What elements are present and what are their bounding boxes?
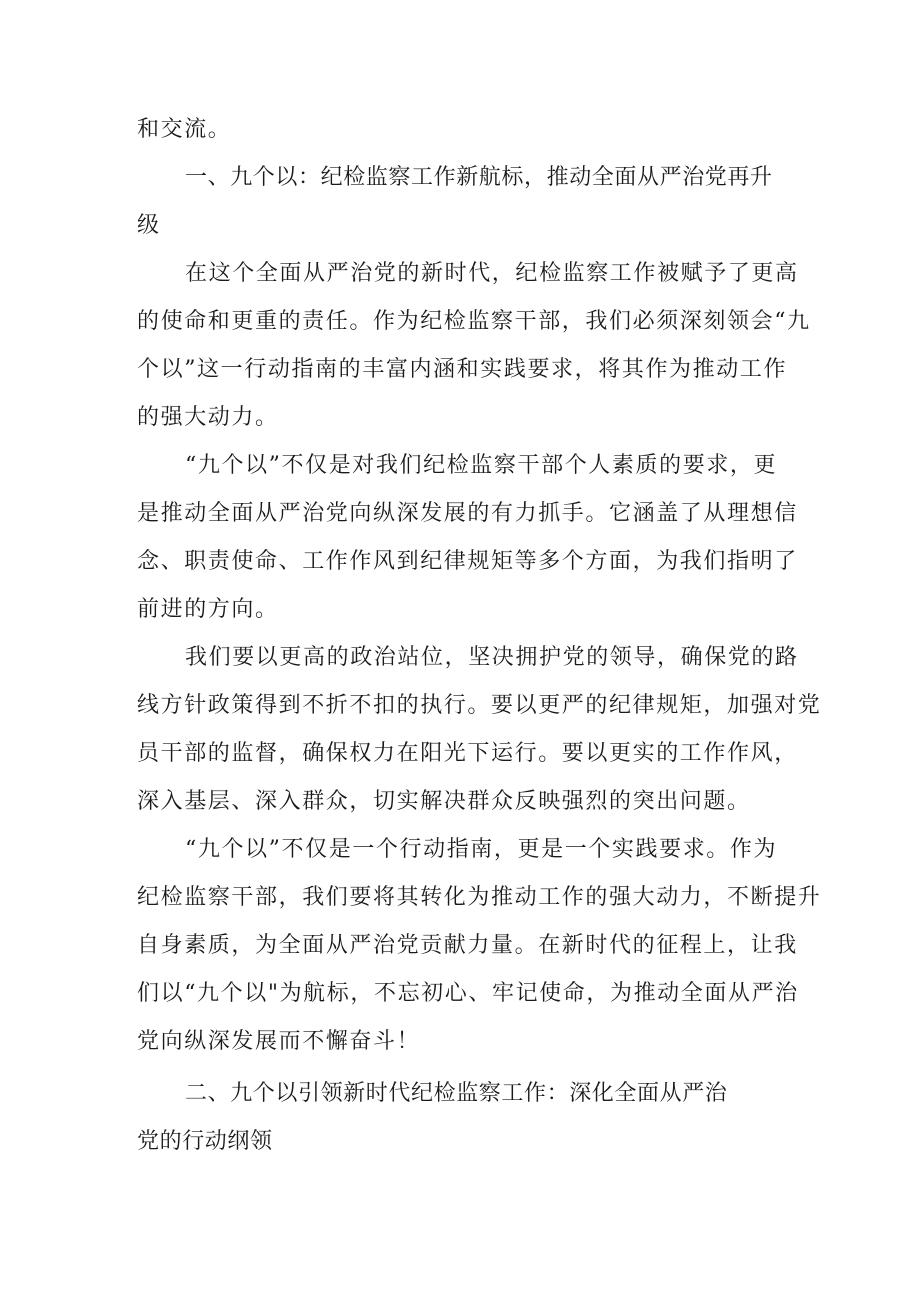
text-line: 前进的方向。 bbox=[137, 597, 279, 622]
body-paragraph-3 bbox=[137, 634, 822, 826]
body-paragraph-2 bbox=[137, 442, 798, 634]
text-line: 的使命和更重的责任。作为纪检监察干部，我们必须深刻领会“九 bbox=[137, 309, 811, 334]
text-line: 纪检监察干部，我们要将其转化为推动工作的强大动力，不断提升 bbox=[137, 885, 822, 910]
text-line: 念、职责使命、工作作风到纪律规矩等多个方面，为我们指明了 bbox=[137, 549, 798, 574]
body-paragraph-1 bbox=[137, 250, 811, 442]
text-line: 党的行动纲领 bbox=[137, 1129, 273, 1154]
section-heading-2 bbox=[137, 1070, 791, 1166]
text-line: 深入基层、深入群众，切实解决群众反映强烈的突出问题。 bbox=[137, 789, 751, 814]
text-line: 们以“九个以"为航标，不忘初心、牢记使命，为推动全面从严治 bbox=[137, 981, 799, 1006]
text-line: 二、九个以引领新时代纪检监察工作：深化全面从严治 bbox=[185, 1081, 728, 1106]
text-line: “九个以”不仅是一个行动指南，更是一个实践要求。作为 bbox=[185, 837, 778, 862]
section-heading-1 bbox=[137, 154, 791, 250]
text-line: 级 bbox=[137, 213, 160, 238]
text-line: 党向纵深发展而不懈奋斗！ bbox=[137, 1029, 421, 1054]
text-line: “九个以”不仅是对我们纪检监察干部个人素质的要求，更 bbox=[185, 453, 778, 478]
text-line: 的强大动力。 bbox=[137, 405, 279, 430]
text-line: 和交流。 bbox=[137, 117, 232, 142]
text-line: 个以”这一行动指南的丰富内涵和实践要求，将其作为推动工作 bbox=[137, 357, 788, 382]
text-line: 一、九个以：纪检监察工作新航标，推动全面从严治党再升 bbox=[185, 165, 773, 190]
text-line: 自身素质，为全面从严治党贡献力量。在新时代的征程上，让我 bbox=[137, 933, 798, 958]
text-line: 是推动全面从严治党向纵深发展的有力抓手。它涵盖了从理想信 bbox=[137, 501, 798, 526]
body-paragraph-4 bbox=[137, 826, 822, 1066]
text-line: 线方针政策得到不折不扣的执行。要以更严的纪律规矩，加强对党 bbox=[137, 693, 822, 718]
text-line: 员干部的监督，确保权力在阳光下运行。要以更实的工作作风， bbox=[137, 741, 798, 766]
text-line: 我们要以更高的政治站位，坚决拥护党的领导，确保党的路 bbox=[185, 645, 799, 670]
continuation-paragraph bbox=[137, 106, 791, 154]
text-line: 在这个全面从严治党的新时代，纪检监察工作被赋予了更高 bbox=[185, 261, 799, 286]
